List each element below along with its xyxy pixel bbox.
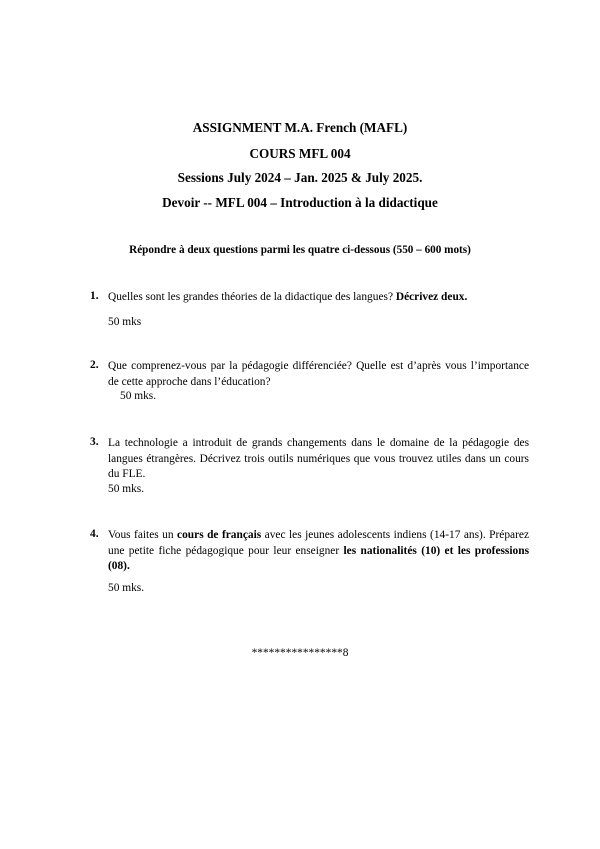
instruction: Répondre à deux questions parmi les quatre ci-dessous (550 – 600 mots) xyxy=(129,244,471,256)
question-text: Que comprenez-vous par la pédagogie différenciée? Quelle est d’après vous l’importance de cette approche dans l’éducation? xyxy=(108,360,529,388)
question-number: 2. xyxy=(90,359,99,371)
question-marks: 50 mks. xyxy=(108,582,145,594)
question-marks: 50 mks xyxy=(108,316,142,328)
question-text: Quelles sont les grandes théories de la didactique des langues? Décrivez deux. xyxy=(108,291,468,303)
question-text: Vous faites un cours de français avec les jeunes adolescents indiens (14-17 ans). Préparez une petite fiche pédagogique pour leur enseigner les nationalités (10) et les professions (08). xyxy=(108,529,529,572)
question-number: 3. xyxy=(90,436,99,448)
header-sessions: Sessions July 2024 – Jan. 2025 & July 2025. xyxy=(177,170,423,185)
question-marks: 50 mks. xyxy=(108,483,145,495)
header-course: COURS MFL 004 xyxy=(249,146,351,161)
header-devoir: Devoir -- MFL 004 – Introduction à la didactique xyxy=(162,195,438,210)
footer-stars: ****************8 xyxy=(251,647,349,659)
header-title: ASSIGNMENT M.A. French (MAFL) xyxy=(192,120,408,135)
question-number: 1. xyxy=(90,290,99,302)
question-marks: 50 mks. xyxy=(120,390,157,402)
question-text: La technologie a introduit de grands changements dans le domaine de la pédagogie des langues étrangères. Décrivez trois outils numériques que vous trouvez utiles dans un cours du FLE. xyxy=(108,437,529,480)
question-number: 4. xyxy=(90,528,99,540)
